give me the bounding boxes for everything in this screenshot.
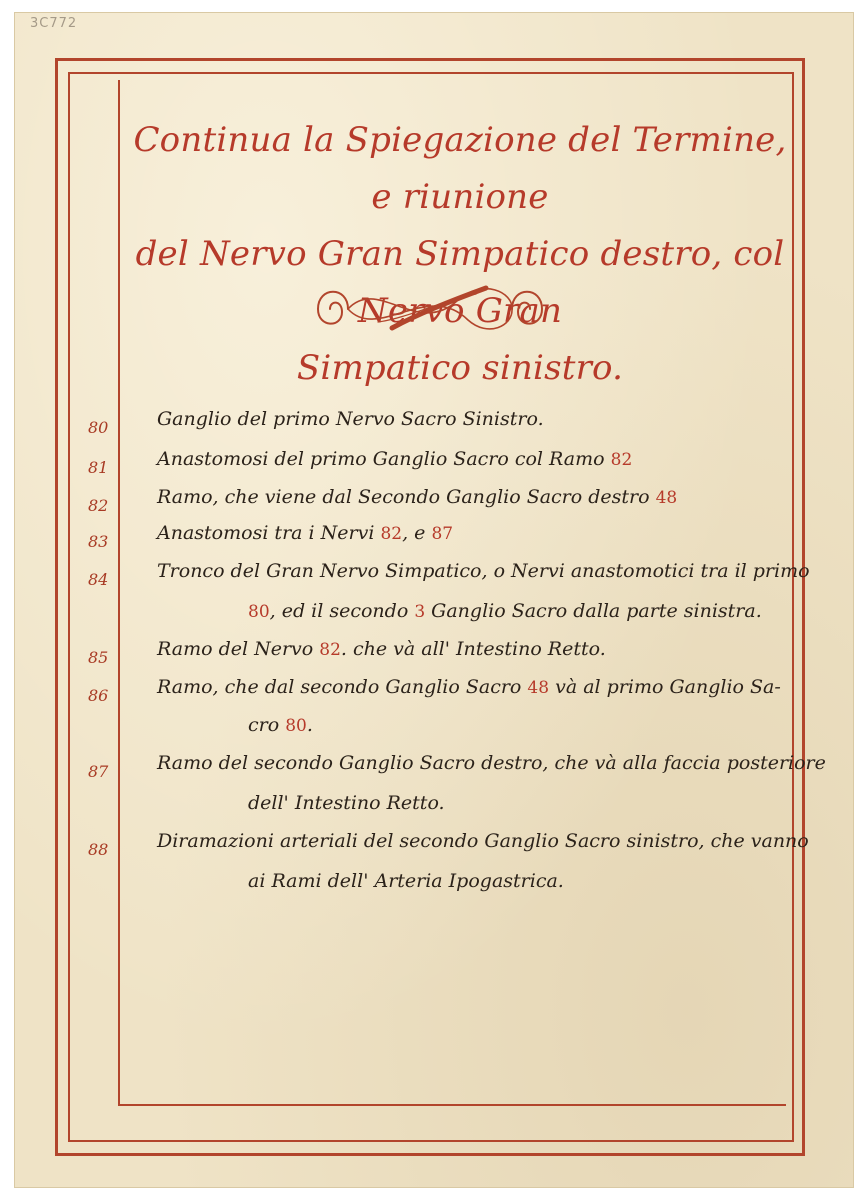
- entry-number: 80: [88, 418, 109, 437]
- entry-text: cro: [248, 714, 286, 736]
- entry-text-line: [157, 676, 781, 698]
- entry-text: , e: [402, 522, 432, 544]
- entry-text: Tronco del Gran Nervo Simpatico, o Nervi anastomotici tra il primo: [157, 560, 810, 582]
- title-line: Simpatico sinistro.: [296, 348, 624, 388]
- cross-reference-number: 3: [414, 602, 426, 622]
- entry-text: Ramo del Nervo: [157, 638, 320, 660]
- entry-text-line: [157, 560, 810, 582]
- cross-reference-number: 48: [655, 488, 678, 508]
- entry-text-line: [157, 448, 632, 470]
- cross-reference-number: 80: [285, 716, 307, 736]
- cross-reference-number: 82: [610, 450, 633, 470]
- archive-mark: 3C772: [30, 16, 78, 31]
- cross-reference-number: 87: [431, 524, 454, 544]
- title-line: Continua la Spiegazione del Termine, e riunione: [133, 120, 787, 217]
- entry-text: Anastomosi tra i Nervi: [157, 522, 381, 544]
- entry-number: 88: [88, 840, 109, 859]
- entry-text-line: [157, 486, 677, 508]
- title-line: del Nervo Gran Simpatico destro, col Nervo Gran: [135, 234, 785, 331]
- entry-text-line: [248, 600, 762, 622]
- entry-text: Anastomosi del primo Ganglio Sacro col Ramo: [157, 448, 611, 470]
- entry-text-line: [248, 870, 564, 892]
- entry-number: 81: [88, 458, 109, 477]
- entry-number: 83: [88, 532, 109, 551]
- entry-text-line: [157, 830, 809, 852]
- entry-number: 87: [88, 762, 109, 781]
- entry-text: Ramo, che viene dal Secondo Ganglio Sacro destro: [157, 486, 656, 508]
- entry-text: , ed il secondo: [269, 600, 415, 622]
- entry-text: Ramo del secondo Ganglio Sacro destro, che và alla faccia posteriore: [157, 752, 826, 774]
- entry-text: . che và all' Intestino Retto.: [340, 638, 606, 660]
- entry-number: 85: [88, 648, 109, 667]
- cross-reference-number: 48: [527, 678, 550, 698]
- entry-text: Ganglio Sacro dalla parte sinistra.: [425, 600, 762, 622]
- entry-text: Ramo, che dal secondo Ganglio Sacro: [157, 676, 528, 698]
- entry-text: dell' Intestino Retto.: [248, 792, 445, 814]
- entry-number: 84: [88, 570, 109, 589]
- entry-text-line: [248, 792, 445, 814]
- entry-text-line: [157, 408, 544, 430]
- entry-text: và al primo Ganglio Sa-: [549, 676, 781, 698]
- entry-text-line: [248, 714, 313, 736]
- cross-reference-number: 82: [319, 640, 341, 660]
- entry-text: .: [306, 714, 313, 736]
- entry-text: Diramazioni arteriali del secondo Ganglio Sacro sinistro, che vanno: [157, 830, 809, 852]
- entry-text: ai Rami dell' Arteria Ipogastrica.: [248, 870, 564, 892]
- entry-text-line: [157, 752, 826, 774]
- entry-number: 86: [88, 686, 109, 705]
- entry-text-line: [157, 522, 453, 544]
- cross-reference-number: 80: [248, 602, 270, 622]
- entry-number: 82: [88, 496, 109, 515]
- cross-reference-number: 82: [380, 524, 403, 544]
- entry-text: Ganglio del primo Nervo Sacro Sinistro.: [157, 408, 544, 430]
- entry-text-line: [157, 638, 606, 660]
